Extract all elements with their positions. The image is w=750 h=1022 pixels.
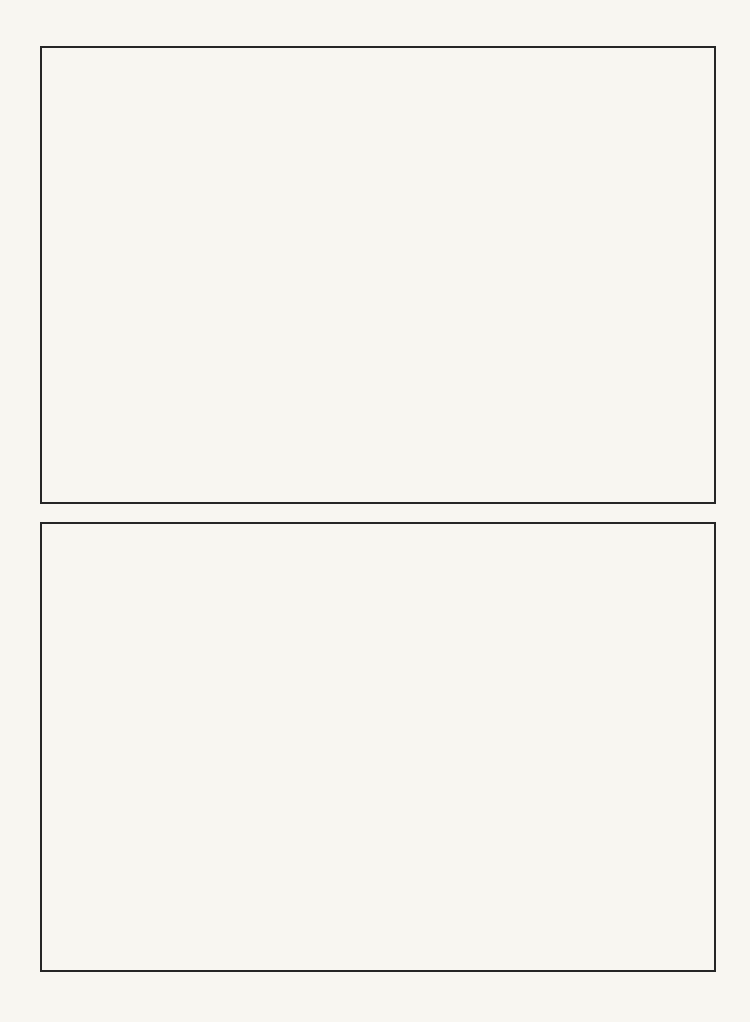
top-roster-table bbox=[40, 46, 716, 504]
bottom-roster-table bbox=[40, 522, 716, 972]
